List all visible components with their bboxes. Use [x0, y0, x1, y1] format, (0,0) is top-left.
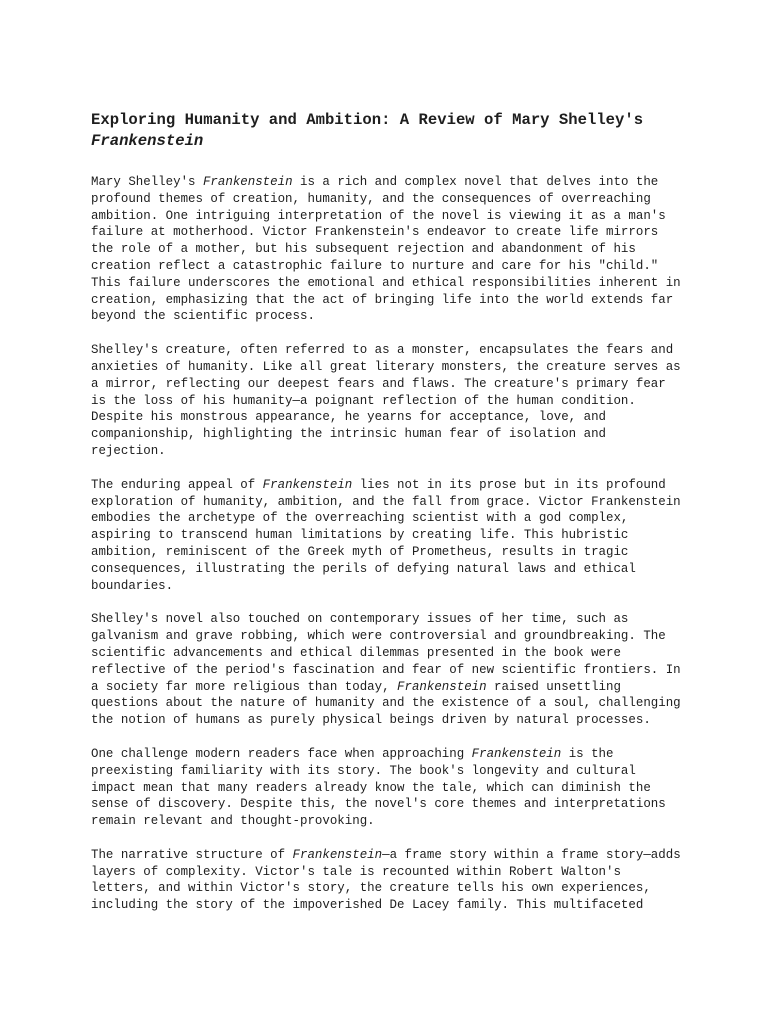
paragraph-line	[91, 813, 691, 830]
line-text: One challenge modern readers face when approaching	[91, 746, 472, 761]
line-text: the notion of humans as purely physical beings driven by natural processes.	[91, 713, 651, 728]
paragraph-line	[91, 241, 691, 258]
paragraph-line	[91, 897, 691, 914]
paragraph-line	[91, 191, 691, 208]
paragraph-line	[91, 544, 691, 561]
paragraph-line	[91, 679, 691, 696]
line-text: questions about the nature of humanity and the existence of a soul, challenging	[91, 696, 681, 711]
paragraph-line	[91, 477, 691, 494]
paragraph-line	[91, 376, 691, 393]
line-text: the role of a mother, but his subsequent rejection and abandonment of his	[91, 242, 636, 257]
line-text: is the loss of his humanity—a poignant reflection of the human condition.	[91, 393, 636, 408]
line-text: —a frame story within a frame story—adds	[382, 847, 681, 862]
book-title-italic: Frankenstein	[471, 746, 562, 761]
body-paragraph	[91, 342, 691, 460]
line-text: a society far more religious than today,	[91, 679, 398, 694]
body-paragraph	[91, 174, 691, 325]
paragraph-line	[91, 443, 691, 460]
document-title	[91, 110, 691, 152]
line-text: scientific advancements and ethical dilemmas presented in the book were	[91, 645, 621, 660]
paragraph-line	[91, 510, 691, 527]
line-text: sense of discovery. Despite this, the novel's core themes and interpretations	[91, 797, 666, 812]
body-paragraph	[91, 477, 691, 595]
paragraph-line	[91, 645, 691, 662]
title-line: Exploring Humanity and Ambition: A Review of Mary Shelley's	[91, 111, 644, 129]
paragraph-line	[91, 174, 691, 191]
paragraph-line	[91, 695, 691, 712]
document-body	[91, 174, 691, 914]
paragraph-line	[91, 258, 691, 275]
line-text: is a rich and complex novel that delves into the	[292, 175, 659, 189]
paragraph-line	[91, 527, 691, 544]
line-text: raised unsettling	[486, 679, 621, 694]
line-text: impact mean that many readers already know the tale, which can diminish the	[91, 780, 651, 795]
line-text: Mary Shelley's	[91, 175, 203, 189]
paragraph-line	[91, 275, 691, 292]
paragraph-line	[91, 393, 691, 410]
line-text: boundaries.	[91, 578, 174, 593]
paragraph-line	[91, 864, 691, 881]
paragraph-line	[91, 796, 691, 813]
line-text: beyond the scientific process.	[91, 309, 315, 324]
body-paragraph	[91, 746, 691, 830]
paragraph-line	[91, 292, 691, 309]
line-text: embodies the archetype of the overreaching scientist with a god complex,	[91, 511, 629, 526]
line-text: exploration of humanity, ambition, and the fall from grace. Victor Frankenstein	[91, 494, 681, 509]
paragraph-line	[91, 224, 691, 241]
paragraph-line	[91, 662, 691, 679]
title-line-italic: Frankenstein	[91, 132, 204, 150]
line-text: is the	[561, 746, 614, 761]
book-title-italic: Frankenstein	[262, 477, 353, 492]
line-text: The enduring appeal of	[91, 477, 263, 492]
body-paragraph	[91, 611, 691, 729]
line-text: aspiring to transcend human limitations by creating life. This hubristic	[91, 528, 629, 543]
paragraph-line	[91, 780, 691, 797]
line-text: ambition. One intriguing interpretation of the novel is viewing it as a man's	[91, 208, 666, 223]
line-text: remain relevant and thought-provoking.	[91, 814, 375, 829]
line-text: profound themes of creation, humanity, and the consequences of overreaching	[91, 191, 651, 206]
paragraph-line	[91, 611, 691, 628]
line-text: consequences, illustrating the perils of defying natural laws and ethical	[91, 561, 636, 576]
line-text: This failure underscores the emotional and ethical responsibilities inherent in	[91, 275, 681, 290]
line-text: creation, emphasizing that the act of bringing life into the world extends far	[91, 292, 674, 307]
line-text: Shelley's novel also touched on contemporary issues of her time, such as	[91, 612, 629, 627]
paragraph-line	[91, 746, 691, 763]
line-text: reflective of the period's fascination and fear of new scientific frontiers. In	[91, 662, 681, 677]
paragraph-line	[91, 409, 691, 426]
line-text: failure at motherhood. Victor Frankenstein's endeavor to create life mirrors	[91, 225, 659, 240]
paragraph-line	[91, 359, 691, 376]
book-title-italic: Frankenstein	[397, 679, 487, 694]
paragraph-line	[91, 342, 691, 359]
line-text: anxieties of humanity. Like all great literary monsters, the creature serves as	[91, 359, 681, 374]
body-paragraph	[91, 847, 691, 914]
line-text: creation reflect a catastrophic failure to nurture and care for his "child."	[91, 258, 659, 273]
document-page	[91, 110, 691, 931]
paragraph-line	[91, 578, 691, 595]
line-text: a mirror, reflecting our deepest fears and flaws. The creature's primary fear	[91, 376, 666, 391]
line-text: letters, and within Victor's story, the creature tells his own experiences,	[91, 881, 651, 896]
line-text: ambition, reminiscent of the Greek myth of Prometheus, results in tragic	[91, 544, 629, 559]
paragraph-line	[91, 880, 691, 897]
line-text: lies not in its prose but in its profound	[352, 477, 666, 492]
paragraph-line	[91, 308, 691, 325]
book-title-italic: Frankenstein	[202, 175, 293, 189]
line-text: companionship, highlighting the intrinsic human fear of isolation and	[91, 427, 606, 442]
line-text: Despite his monstrous appearance, he yearns for acceptance, love, and	[91, 410, 606, 425]
book-title-italic: Frankenstein	[292, 847, 383, 862]
paragraph-line	[91, 561, 691, 578]
line-text: The narrative structure of	[91, 847, 293, 862]
paragraph-line	[91, 847, 691, 864]
paragraph-line	[91, 628, 691, 645]
line-text: layers of complexity. Victor's tale is recounted within Robert Walton's	[91, 864, 621, 879]
paragraph-line	[91, 208, 691, 225]
paragraph-line	[91, 426, 691, 443]
line-text: Shelley's creature, often referred to as a monster, encapsulates the fears and	[91, 343, 674, 358]
line-text: rejection.	[91, 443, 166, 458]
line-text: preexisting familiarity with its story. The book's longevity and cultural	[91, 763, 636, 778]
line-text: including the story of the impoverished De Lacey family. This multifaceted	[91, 898, 644, 913]
paragraph-line	[91, 712, 691, 729]
line-text: galvanism and grave robbing, which were controversial and groundbreaking. The	[91, 629, 666, 644]
paragraph-line	[91, 494, 691, 511]
paragraph-line	[91, 763, 691, 780]
